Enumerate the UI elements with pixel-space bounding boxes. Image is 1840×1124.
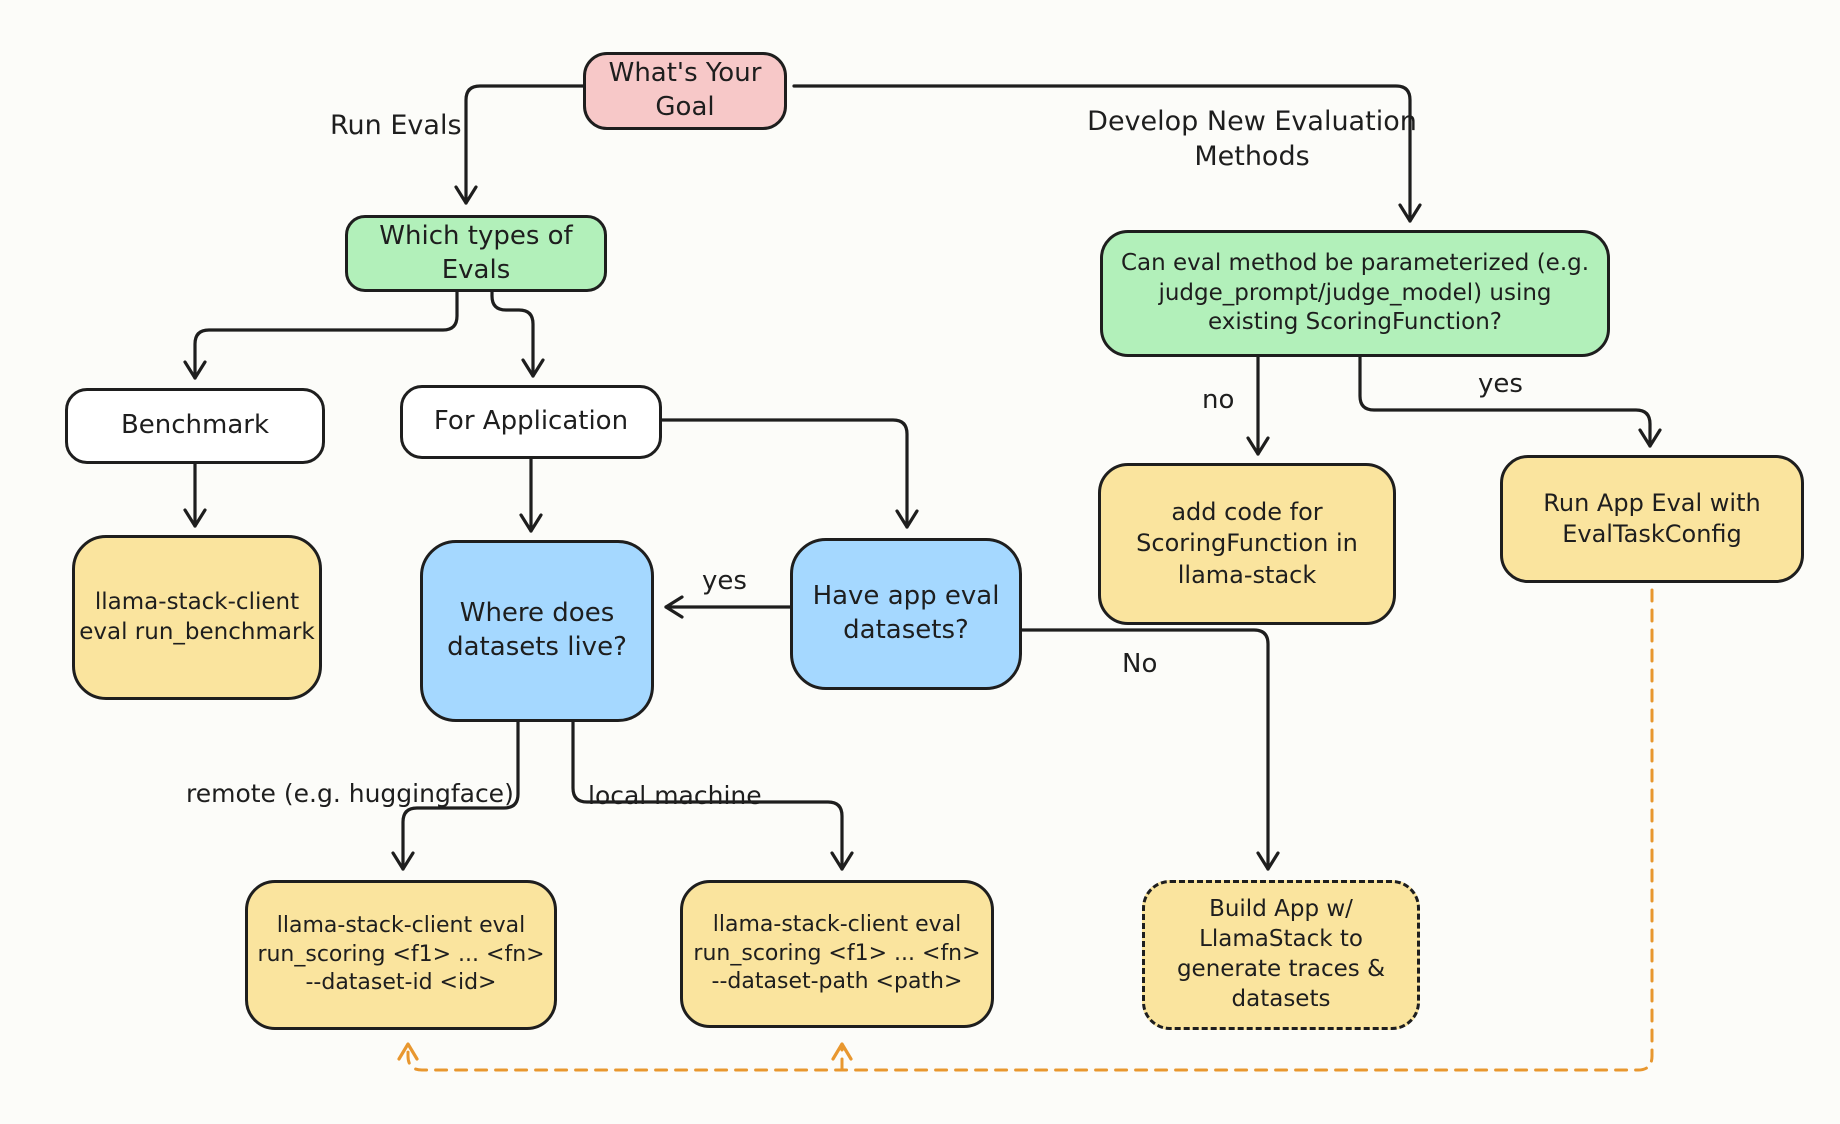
build-app-label: datasets [1231, 985, 1331, 1012]
run-benchmark-label: llama-stack-client [94, 588, 300, 615]
edge-label-remote-huggingface: remote (e.g. huggingface) [186, 779, 514, 808]
edge-label-no-have-datasets: No [1122, 649, 1158, 679]
edge-label-yes-have-datasets: yes [702, 566, 747, 596]
node-run-scoring-dataset-path-cmd [680, 880, 994, 1028]
run-scoring-remote-label: run_scoring <f1> ... <fn> [257, 941, 545, 967]
run-app-eval-label: Run App Eval with [1543, 488, 1761, 517]
node-run-benchmark-cmd [72, 535, 322, 700]
run-scoring-local-label: --dataset-path <path> [711, 969, 963, 995]
node-build-app-llamastack [1142, 880, 1420, 1030]
node-for-application [400, 385, 662, 459]
node-param-question [1100, 230, 1610, 357]
node-where-datasets-live [420, 540, 654, 722]
edge-label-develop-new-methods [1082, 104, 1422, 174]
edge-label-local-machine: local machine [588, 781, 762, 810]
add-code-label: ScoringFunction in [1136, 529, 1358, 558]
which-types-label: Evals [441, 254, 511, 285]
whats-your-goal-label: Goal [655, 92, 715, 122]
build-app-label: LlamaStack to [1199, 926, 1363, 953]
add-code-label: add code for [1171, 498, 1323, 527]
whats-your-goal-label: What's Your [608, 58, 762, 89]
which-types-label: Which types of [379, 220, 573, 251]
edge-which-types-to-benchmark [195, 292, 457, 378]
edge-goal-to-which-types [466, 86, 589, 203]
param-question-label: judge_prompt/judge_model) using [1158, 279, 1552, 306]
edge-label-run-evals: Run Evals [330, 110, 462, 141]
benchmark-label: Benchmark [120, 410, 270, 441]
run-scoring-remote-label: --dataset-id <id> [305, 970, 497, 996]
edge-label-yes-param: yes [1478, 369, 1523, 399]
param-question-label: Can eval method be parameterized (e.g. [1120, 249, 1590, 276]
develop-new-methods-line: Develop New Evaluation [1087, 106, 1417, 137]
add-code-label: llama-stack [1177, 560, 1317, 589]
build-app-label: generate traces & [1176, 956, 1386, 982]
node-have-app-eval-datasets [790, 538, 1022, 690]
node-which-types-of-evals [345, 215, 607, 292]
run-app-eval-label: EvalTaskConfig [1562, 520, 1742, 548]
have-datasets-label: datasets? [843, 615, 969, 645]
node-run-app-eval [1500, 455, 1804, 583]
node-whats-your-goal [583, 52, 787, 130]
build-app-label: Build App w/ [1209, 896, 1353, 923]
node-benchmark [65, 388, 325, 464]
node-add-code-scoring-function [1098, 463, 1396, 625]
edge-for-application-to-have-datasets [662, 420, 907, 527]
node-run-scoring-dataset-id-cmd [245, 880, 557, 1030]
have-datasets-label: Have app eval [812, 581, 1000, 612]
run-scoring-local-label: llama-stack-client eval [712, 912, 962, 938]
edge-which-types-to-for-application [492, 292, 533, 376]
develop-new-methods-line: Methods [1194, 141, 1310, 173]
where-datasets-label: Where does [459, 598, 615, 629]
run-benchmark-label: eval run_benchmark [79, 618, 315, 645]
for-application-label: For Application [433, 406, 629, 437]
run-scoring-remote-label: llama-stack-client eval [276, 913, 526, 939]
where-datasets-label: datasets live? [447, 632, 627, 662]
param-question-label: existing ScoringFunction? [1207, 309, 1502, 336]
edge-label-no-param: no [1202, 385, 1235, 415]
run-scoring-local-label: run_scoring <f1> ... <fn> [693, 940, 981, 966]
